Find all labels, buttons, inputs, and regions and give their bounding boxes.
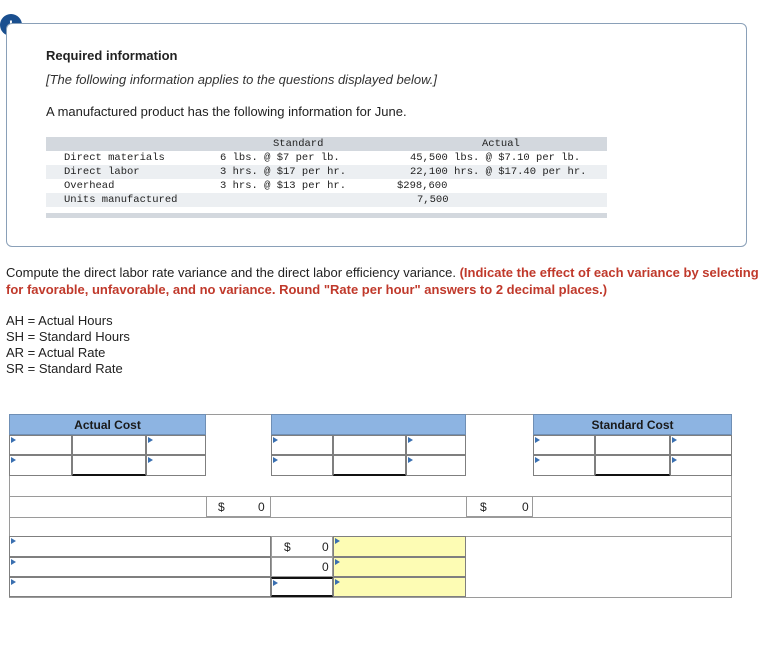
currency-symbol: $ xyxy=(480,500,487,514)
actual-cost-input[interactable] xyxy=(72,435,146,455)
actual-cost-input[interactable] xyxy=(9,435,72,455)
row-label: Overhead xyxy=(64,180,115,192)
actual-cost-input[interactable] xyxy=(146,455,206,476)
variance-value-cell xyxy=(271,536,333,557)
abbr-sr: SR = Standard Rate xyxy=(6,361,123,376)
actual-total-value: 0 xyxy=(258,500,265,514)
actual-cost-input[interactable] xyxy=(9,455,72,476)
row-actual: 7,500 xyxy=(417,194,449,206)
abbr-ah: AH = Actual Hours xyxy=(6,313,113,328)
middle-header xyxy=(271,414,466,435)
variance-effect-select[interactable] xyxy=(333,536,466,557)
row-standard: 6 lbs. @ $7 per lb. xyxy=(220,152,340,164)
standard-cost-header: Standard Cost xyxy=(533,414,732,435)
question-instructions: (Indicate the effect of each variance by selecting for favorable, unfavorable, and no variance. Round "Rate per hour" answers to 2 decimal places.) xyxy=(6,265,759,297)
standard-actual-table xyxy=(46,137,607,218)
standard-cost-input[interactable] xyxy=(595,435,670,455)
variance-value: 0 xyxy=(322,560,329,574)
col-standard-header: Standard xyxy=(273,138,324,150)
abbr-ar: AR = Actual Rate xyxy=(6,345,106,360)
standard-cost-input[interactable] xyxy=(670,455,732,476)
question-main: Compute the direct labor rate variance and the direct labor efficiency variance. xyxy=(6,265,460,280)
middle-input[interactable] xyxy=(333,435,406,455)
row-actual: $298,600 xyxy=(397,180,448,192)
abbreviation-list xyxy=(6,313,130,377)
middle-input[interactable] xyxy=(406,455,466,476)
variance-label-input[interactable] xyxy=(9,557,271,577)
variance-label-input[interactable] xyxy=(9,577,271,597)
table-row xyxy=(46,151,607,165)
standard-cost-input[interactable] xyxy=(533,455,595,476)
required-info-subtitle: [The following information applies to the questions displayed below.] xyxy=(46,72,437,87)
required-info-intro: A manufactured product has the following information for June. xyxy=(46,104,407,119)
actual-cost-input[interactable] xyxy=(146,435,206,455)
variance-worksheet xyxy=(9,414,732,598)
variance-value: 0 xyxy=(322,540,329,554)
row-actual: 22,100 hrs. @ $17.40 per hr. xyxy=(410,166,587,178)
variance-effect-select[interactable] xyxy=(333,577,466,597)
abbr-sh: SH = Standard Hours xyxy=(6,329,130,344)
standard-cost-input[interactable] xyxy=(670,435,732,455)
total-variance-input[interactable] xyxy=(271,577,333,597)
middle-input[interactable] xyxy=(333,455,406,476)
standard-total-value: 0 xyxy=(522,500,529,514)
middle-input[interactable] xyxy=(271,455,333,476)
currency-symbol: $ xyxy=(218,500,225,514)
variance-label-input[interactable] xyxy=(9,536,271,557)
row-standard: 3 hrs. @ $17 per hr. xyxy=(220,166,347,178)
table-footer xyxy=(46,213,607,218)
variance-value-cell xyxy=(271,557,333,577)
required-info-title: Required information xyxy=(46,48,178,63)
row-label: Direct labor xyxy=(64,166,140,178)
table-header xyxy=(46,137,607,151)
standard-cost-input[interactable] xyxy=(595,455,670,476)
standard-total-cell xyxy=(466,496,533,517)
row-actual: 45,500 lbs. @ $7.10 per lb. xyxy=(410,152,581,164)
currency-symbol: $ xyxy=(284,540,291,554)
question-text xyxy=(6,264,766,298)
middle-input[interactable] xyxy=(271,435,333,455)
actual-cost-input[interactable] xyxy=(72,455,146,476)
standard-cost-input[interactable] xyxy=(533,435,595,455)
actual-total-cell xyxy=(206,496,271,517)
col-actual-header: Actual xyxy=(482,138,520,150)
table-row xyxy=(46,179,607,193)
row-label: Units manufactured xyxy=(64,194,178,206)
row-label: Direct materials xyxy=(64,152,165,164)
row-standard: 3 hrs. @ $13 per hr. xyxy=(220,180,347,192)
table-row xyxy=(46,165,607,179)
variance-effect-select[interactable] xyxy=(333,557,466,577)
required-info-panel xyxy=(6,23,747,247)
table-row xyxy=(46,193,607,207)
middle-input[interactable] xyxy=(406,435,466,455)
actual-cost-header: Actual Cost xyxy=(9,414,206,435)
